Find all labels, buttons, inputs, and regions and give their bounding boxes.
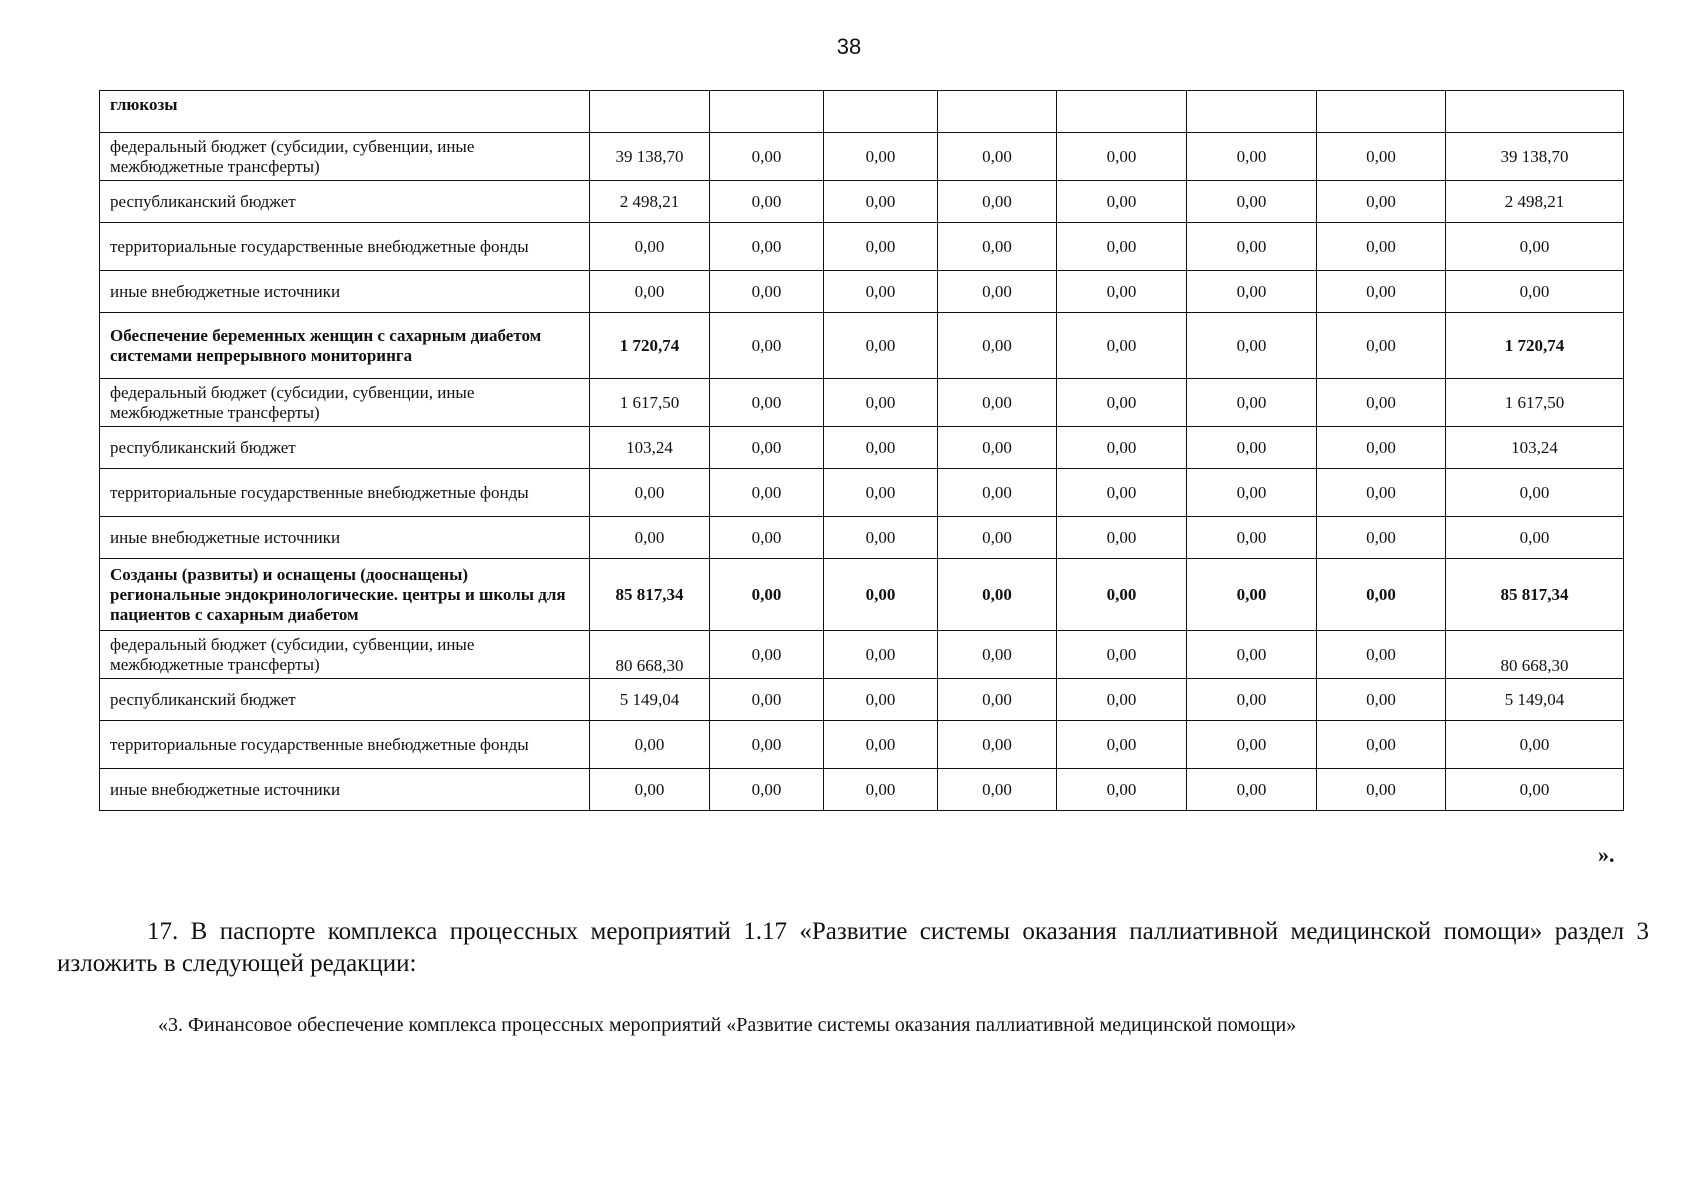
- amount-cell: 0,00: [710, 427, 824, 469]
- amount-cell: 0,00: [824, 517, 938, 559]
- table-row: [100, 631, 1624, 679]
- amount-cell: [1446, 91, 1624, 133]
- amount-cell: 0,00: [710, 271, 824, 313]
- amount-cell: 0,00: [824, 427, 938, 469]
- amount-cell: 0,00: [710, 469, 824, 517]
- amount-cell: 80 668,30: [590, 631, 710, 679]
- table-row: [100, 133, 1624, 181]
- amount-cell: 0,00: [710, 313, 824, 379]
- amount-cell: [1057, 91, 1187, 133]
- amount-cell: 0,00: [824, 379, 938, 427]
- amount-cell: 2 498,21: [590, 181, 710, 223]
- amount-cell: 85 817,34: [590, 559, 710, 631]
- amount-cell: 0,00: [1187, 559, 1317, 631]
- row-label: Созданы (развиты) и оснащены (дооснащены) региональные эндокринологические. центры и школы для пациентов с сахарным диабетом: [100, 559, 590, 631]
- amount-cell: 0,00: [1187, 721, 1317, 769]
- amount-cell: 0,00: [710, 631, 824, 679]
- amount-cell: 0,00: [1187, 181, 1317, 223]
- amount-cell: 0,00: [1057, 721, 1187, 769]
- amount-cell: 0,00: [1317, 721, 1446, 769]
- amount-cell: 0,00: [824, 223, 938, 271]
- amount-cell: 0,00: [1446, 769, 1624, 811]
- row-label: федеральный бюджет (субсидии, субвенции, иные межбюджетные трансферты): [100, 631, 590, 679]
- row-label: иные внебюджетные источники: [100, 517, 590, 559]
- row-label: глюкозы: [100, 91, 590, 133]
- table-row: [100, 181, 1624, 223]
- amount-cell: 0,00: [710, 223, 824, 271]
- amount-cell: 0,00: [824, 469, 938, 517]
- amount-cell: 0,00: [824, 631, 938, 679]
- amount-cell: 0,00: [824, 181, 938, 223]
- table-row: [100, 769, 1624, 811]
- amount-cell: 0,00: [1057, 223, 1187, 271]
- table-row: [100, 559, 1624, 631]
- amount-cell: 0,00: [1187, 679, 1317, 721]
- row-label: республиканский бюджет: [100, 679, 590, 721]
- page-number: 38: [836, 34, 862, 59]
- amount-cell: 0,00: [1446, 223, 1624, 271]
- amount-cell: 0,00: [1057, 313, 1187, 379]
- amount-cell: 0,00: [938, 223, 1057, 271]
- amount-cell: [710, 91, 824, 133]
- amount-cell: 0,00: [710, 517, 824, 559]
- amount-cell: 0,00: [824, 679, 938, 721]
- amount-cell: 80 668,30: [1446, 631, 1624, 679]
- amount-cell: 1 617,50: [590, 379, 710, 427]
- amount-cell: 0,00: [1317, 313, 1446, 379]
- amount-cell: 39 138,70: [590, 133, 710, 181]
- amount-cell: 103,24: [590, 427, 710, 469]
- amount-cell: 0,00: [1187, 313, 1317, 379]
- amount-cell: 0,00: [938, 769, 1057, 811]
- amount-cell: 0,00: [938, 721, 1057, 769]
- amount-cell: 0,00: [824, 133, 938, 181]
- amount-cell: 0,00: [590, 271, 710, 313]
- amount-cell: 0,00: [590, 721, 710, 769]
- row-label: Обеспечение беременных женщин с сахарным диабетом системами непрерывного мониторинга: [100, 313, 590, 379]
- amount-cell: 1 617,50: [1446, 379, 1624, 427]
- amount-cell: 0,00: [938, 271, 1057, 313]
- amount-cell: 0,00: [1317, 769, 1446, 811]
- amount-cell: 0,00: [1317, 271, 1446, 313]
- amount-cell: 0,00: [938, 517, 1057, 559]
- amount-cell: 0,00: [590, 769, 710, 811]
- amount-cell: 0,00: [1317, 679, 1446, 721]
- amount-cell: 0,00: [590, 469, 710, 517]
- amount-cell: 0,00: [710, 559, 824, 631]
- amount-cell: 0,00: [938, 679, 1057, 721]
- amount-cell: 0,00: [1187, 469, 1317, 517]
- amount-cell: 0,00: [1057, 469, 1187, 517]
- amount-cell: 0,00: [1317, 181, 1446, 223]
- amount-cell: [938, 91, 1057, 133]
- amount-cell: 0,00: [1317, 517, 1446, 559]
- amount-cell: 0,00: [1057, 133, 1187, 181]
- amount-cell: 0,00: [1187, 631, 1317, 679]
- amount-cell: 0,00: [938, 181, 1057, 223]
- row-label: иные внебюджетные источники: [100, 271, 590, 313]
- amount-cell: 0,00: [1057, 769, 1187, 811]
- amount-cell: 0,00: [710, 769, 824, 811]
- financing-table: [99, 90, 1624, 811]
- amount-cell: 0,00: [938, 427, 1057, 469]
- row-label: республиканский бюджет: [100, 427, 590, 469]
- closing-quote: ».: [1598, 842, 1615, 867]
- amount-cell: 0,00: [1057, 559, 1187, 631]
- table-row: [100, 379, 1624, 427]
- amount-cell: [590, 91, 710, 133]
- amount-cell: 0,00: [938, 559, 1057, 631]
- row-label: федеральный бюджет (субсидии, субвенции, иные межбюджетные трансферты): [100, 379, 590, 427]
- amount-cell: 5 149,04: [590, 679, 710, 721]
- table-row: [100, 271, 1624, 313]
- amount-cell: 0,00: [710, 181, 824, 223]
- table-row: [100, 223, 1624, 271]
- amount-cell: 0,00: [1187, 223, 1317, 271]
- amount-cell: 0,00: [1446, 469, 1624, 517]
- row-label: территориальные государственные внебюджетные фонды: [100, 721, 590, 769]
- amendment-paragraph: 17. В паспорте комплекса процессных мероприятий 1.17 «Развитие системы оказания паллиативной медицинской помощи» раздел 3 изложить в следующей редакции:: [57, 918, 1649, 977]
- row-label: федеральный бюджет (субсидии, субвенции, иные межбюджетные трансферты): [100, 133, 590, 181]
- amount-cell: 0,00: [710, 721, 824, 769]
- row-label: территориальные государственные внебюджетные фонды: [100, 469, 590, 517]
- table-row: [100, 91, 1624, 133]
- table-row: [100, 427, 1624, 469]
- amount-cell: 0,00: [1057, 679, 1187, 721]
- table-row: [100, 721, 1624, 769]
- amount-cell: 0,00: [1317, 631, 1446, 679]
- amount-cell: 0,00: [1317, 469, 1446, 517]
- amount-cell: 2 498,21: [1446, 181, 1624, 223]
- amount-cell: 0,00: [1057, 181, 1187, 223]
- amount-cell: 0,00: [824, 271, 938, 313]
- row-label: иные внебюджетные источники: [100, 769, 590, 811]
- row-label: территориальные государственные внебюджетные фонды: [100, 223, 590, 271]
- amount-cell: [1317, 91, 1446, 133]
- amount-cell: 0,00: [1317, 133, 1446, 181]
- amount-cell: 0,00: [1317, 223, 1446, 271]
- section-subtitle: «3. Финансовое обеспечение комплекса процессных мероприятий «Развитие системы оказания паллиативной медицинской помощи»: [158, 1014, 1297, 1036]
- amount-cell: 103,24: [1446, 427, 1624, 469]
- amount-cell: 0,00: [1057, 631, 1187, 679]
- amount-cell: 0,00: [1057, 379, 1187, 427]
- amount-cell: 0,00: [1446, 271, 1624, 313]
- amount-cell: 0,00: [710, 133, 824, 181]
- amount-cell: 0,00: [1187, 133, 1317, 181]
- amount-cell: 0,00: [1446, 721, 1624, 769]
- amount-cell: 0,00: [824, 769, 938, 811]
- amount-cell: 0,00: [1057, 517, 1187, 559]
- amount-cell: 0,00: [824, 721, 938, 769]
- row-label: республиканский бюджет: [100, 181, 590, 223]
- amount-cell: 0,00: [938, 133, 1057, 181]
- amount-cell: 0,00: [590, 517, 710, 559]
- amount-cell: 0,00: [1187, 517, 1317, 559]
- amount-cell: 0,00: [1057, 427, 1187, 469]
- amount-cell: 0,00: [938, 313, 1057, 379]
- amount-cell: 0,00: [1187, 427, 1317, 469]
- amount-cell: 0,00: [1317, 427, 1446, 469]
- amount-cell: [824, 91, 938, 133]
- amount-cell: 5 149,04: [1446, 679, 1624, 721]
- amount-cell: 0,00: [824, 313, 938, 379]
- amount-cell: 1 720,74: [590, 313, 710, 379]
- amount-cell: 0,00: [1446, 517, 1624, 559]
- amount-cell: 85 817,34: [1446, 559, 1624, 631]
- amount-cell: [1187, 91, 1317, 133]
- amount-cell: 0,00: [938, 379, 1057, 427]
- table-row: [100, 679, 1624, 721]
- amount-cell: 0,00: [1317, 559, 1446, 631]
- amount-cell: 1 720,74: [1446, 313, 1624, 379]
- amount-cell: 39 138,70: [1446, 133, 1624, 181]
- amount-cell: 0,00: [1057, 271, 1187, 313]
- table-row: [100, 469, 1624, 517]
- amount-cell: 0,00: [710, 679, 824, 721]
- amount-cell: 0,00: [590, 223, 710, 271]
- amount-cell: 0,00: [824, 559, 938, 631]
- table-row: [100, 517, 1624, 559]
- table-row: [100, 313, 1624, 379]
- amount-cell: 0,00: [938, 631, 1057, 679]
- amount-cell: 0,00: [710, 379, 824, 427]
- amount-cell: 0,00: [1187, 769, 1317, 811]
- amount-cell: 0,00: [1187, 379, 1317, 427]
- amount-cell: 0,00: [938, 469, 1057, 517]
- amount-cell: 0,00: [1187, 271, 1317, 313]
- amount-cell: 0,00: [1317, 379, 1446, 427]
